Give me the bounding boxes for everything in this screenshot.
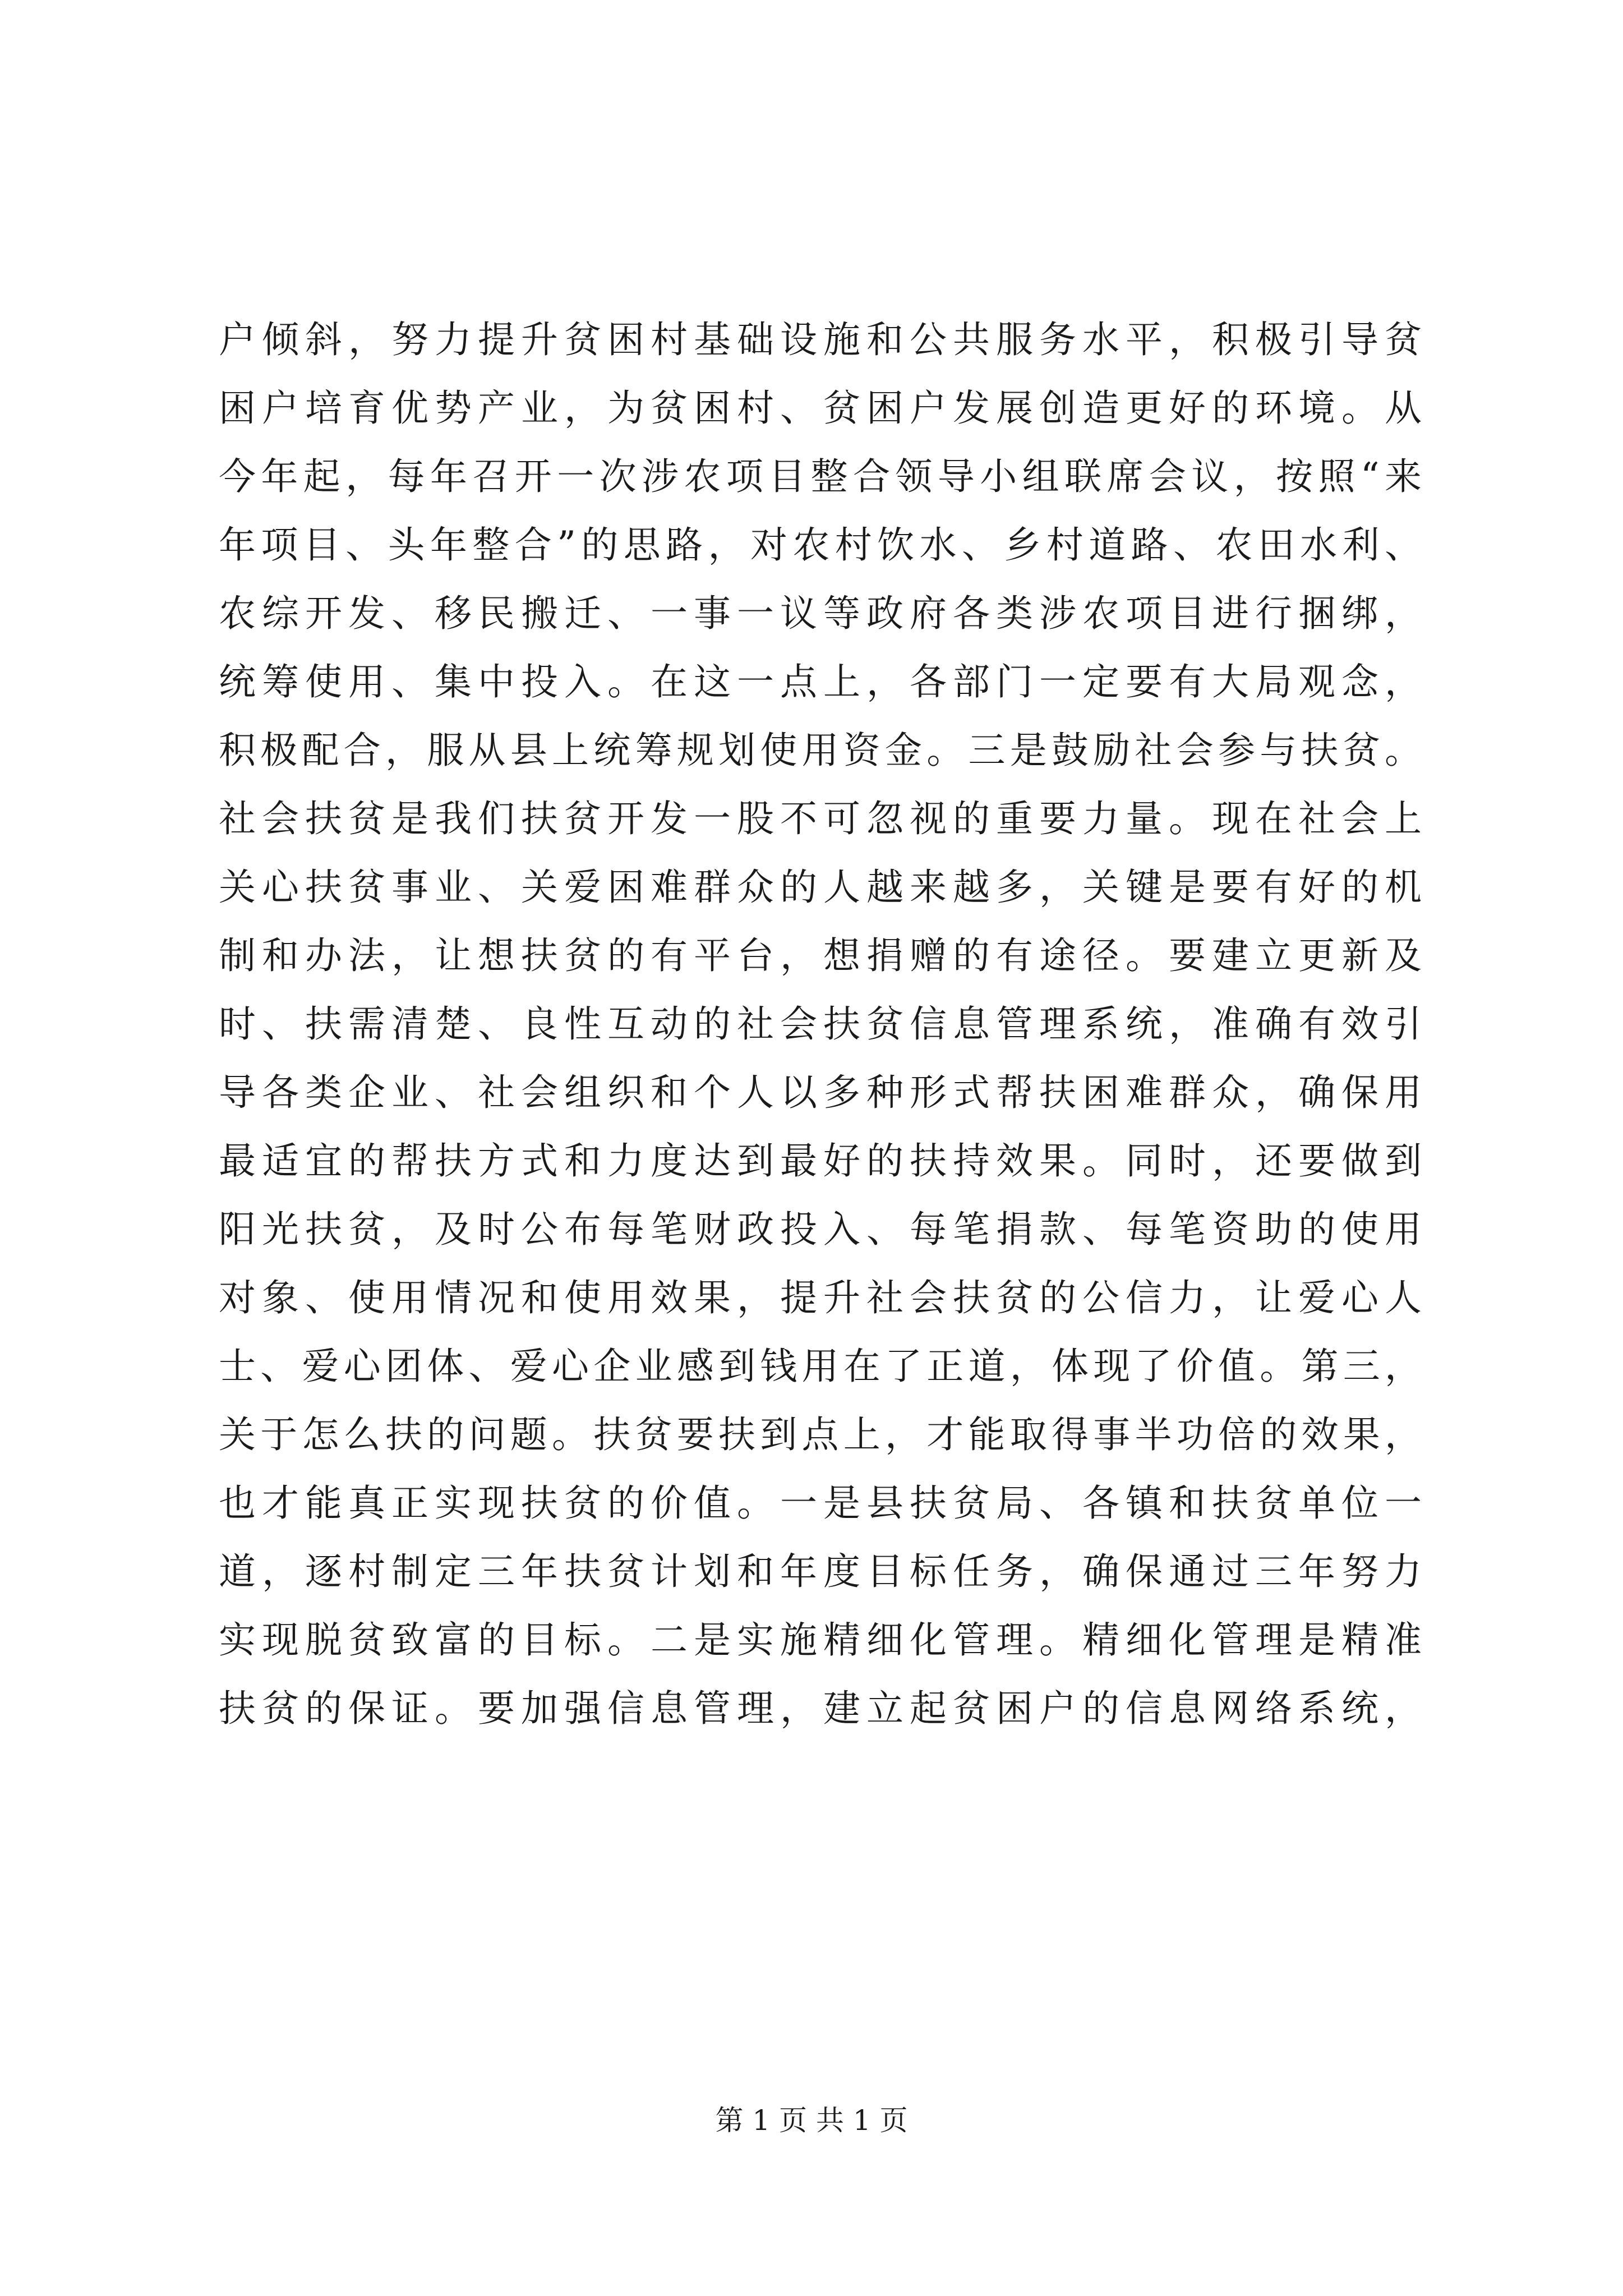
text-line: 阳光扶贫，及时公布每笔财政投入、每笔捐款、每笔资助的使用 — [219, 1208, 1422, 1251]
text-line: 困户培育优势产业，为贫困村、贫困户发展创造更好的环境。从 — [219, 386, 1422, 430]
text-line: 关于怎么扶的问题。扶贫要扶到点上，才能取得事半功倍的效果， — [219, 1413, 1422, 1456]
text-line: 农综开发、移民搬迁、一事一议等政府各类涉农项目进行捆绑， — [219, 592, 1422, 635]
page-footer: 第 1 页 共 1 页 — [715, 2104, 908, 2137]
text-line: 最适宜的帮扶方式和力度达到最好的扶持效果。同时，还要做到 — [219, 1139, 1422, 1182]
text-line: 社会扶贫是我们扶贫开发一股不可忽视的重要力量。现在社会上 — [219, 797, 1422, 840]
text-line: 士、爱心团体、爱心企业感到钱用在了正道，体现了价值。第三， — [219, 1345, 1422, 1388]
text-line: 户倾斜，努力提升贫困村基础设施和公共服务水平，积极引导贫 — [219, 318, 1422, 361]
text-line: 年项目、头年整合”的思路，对农村饮水、乡村道路、农田水利、 — [219, 523, 1422, 567]
text-line: 积极配合，服从县上统筹规划使用资金。三是鼓励社会参与扶贫。 — [219, 729, 1422, 772]
text-line: 统筹使用、集中投入。在这一点上，各部门一定要有大局观念， — [219, 660, 1422, 703]
text-line: 道，逐村制定三年扶贫计划和年度目标任务，确保通过三年努力 — [219, 1550, 1422, 1593]
text-line: 导各类企业、社会组织和个人以多种形式帮扶困难群众，确保用 — [219, 1071, 1422, 1114]
text-line: 也才能真正实现扶贫的价值。一是县扶贫局、各镇和扶贫单位一 — [219, 1481, 1422, 1525]
text-line: 关心扶贫事业、关爱困难群众的人越来越多，关键是要有好的机 — [219, 866, 1422, 909]
text-line: 对象、使用情况和使用效果，提升社会扶贫的公信力，让爱心人 — [219, 1276, 1422, 1319]
text-line: 时、扶需清楚、良性互动的社会扶贫信息管理系统，准确有效引 — [219, 1002, 1422, 1046]
text-line: 实现脱贫致富的目标。二是实施精细化管理。精细化管理是精准 — [219, 1618, 1422, 1662]
text-line: 今年起，每年召开一次涉农项目整合领导小组联席会议，按照“来 — [219, 455, 1422, 498]
body-text — [219, 306, 1422, 1743]
text-line: 制和办法，让想扶贫的有平台，想捐赠的有途径。要建立更新及 — [219, 934, 1422, 977]
text-line: 扶贫的保证。要加强信息管理，建立起贫困户的信息网络系统， — [219, 1687, 1422, 1730]
